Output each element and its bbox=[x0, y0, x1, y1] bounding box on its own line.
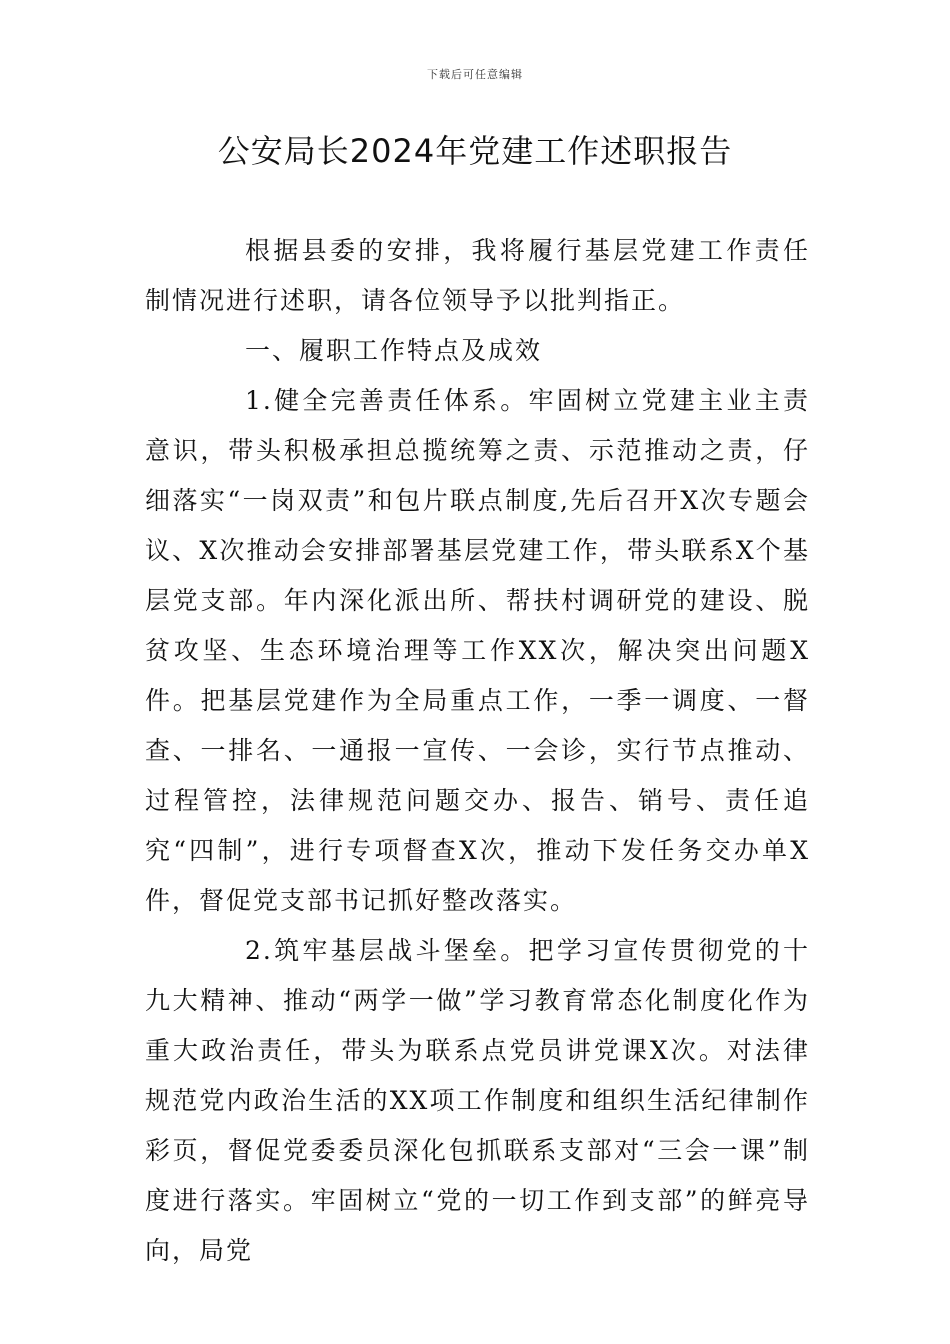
document-body bbox=[145, 226, 810, 1276]
paragraph-item-1: 1.健全完善责任体系。牢固树立党建主业主责意识，带头积极承担总揽统筹之责、示范推动之责，仔细落实“一岗双责”和包片联点制度,先后召开X次专题会议、X次推动会安排部署基层党建工作，带头联系X个基层党支部。年内深化派出所、帮扶村调研党的建设、脱贫攻坚、生态环境治理等工作XX次，解决突出问题X件。把基层党建作为全局重点工作，一季一调度、一督查、一排名、一通报一宣传、一会诊，实行节点推动、过程管控，法律规范问题交办、报告、销号、责任追究“四制”，进行专项督查X次，推动下发任务交办单X件，督促党支部书记抓好整改落实。 bbox=[145, 386, 810, 915]
page-header-note: 下载后可任意编辑 bbox=[427, 68, 523, 81]
document-title: 公安局长2024年党建工作述职报告 bbox=[217, 132, 733, 170]
paragraph-intro: 根据县委的安排，我将履行基层党建工作责任制情况进行述职，请各位领导予以批判指正。 bbox=[145, 236, 810, 315]
section-heading: 一、履职工作特点及成效 bbox=[245, 336, 543, 365]
paragraph-item-2: 2.筑牢基层战斗堡垒。把学习宣传贯彻党的十九大精神、推动“两学一做”学习教育常态化制度化作为重大政治责任，带头为联系点党员讲党课X次。对法律规范党内政治生活的XX项工作制度和组织生活纪律制作彩页，督促党委委员深化包抓联系支部对“三会一课”制度进行落实。牢固树立“党的一切工作到支部”的鲜亮导向，局党 bbox=[145, 936, 810, 1265]
